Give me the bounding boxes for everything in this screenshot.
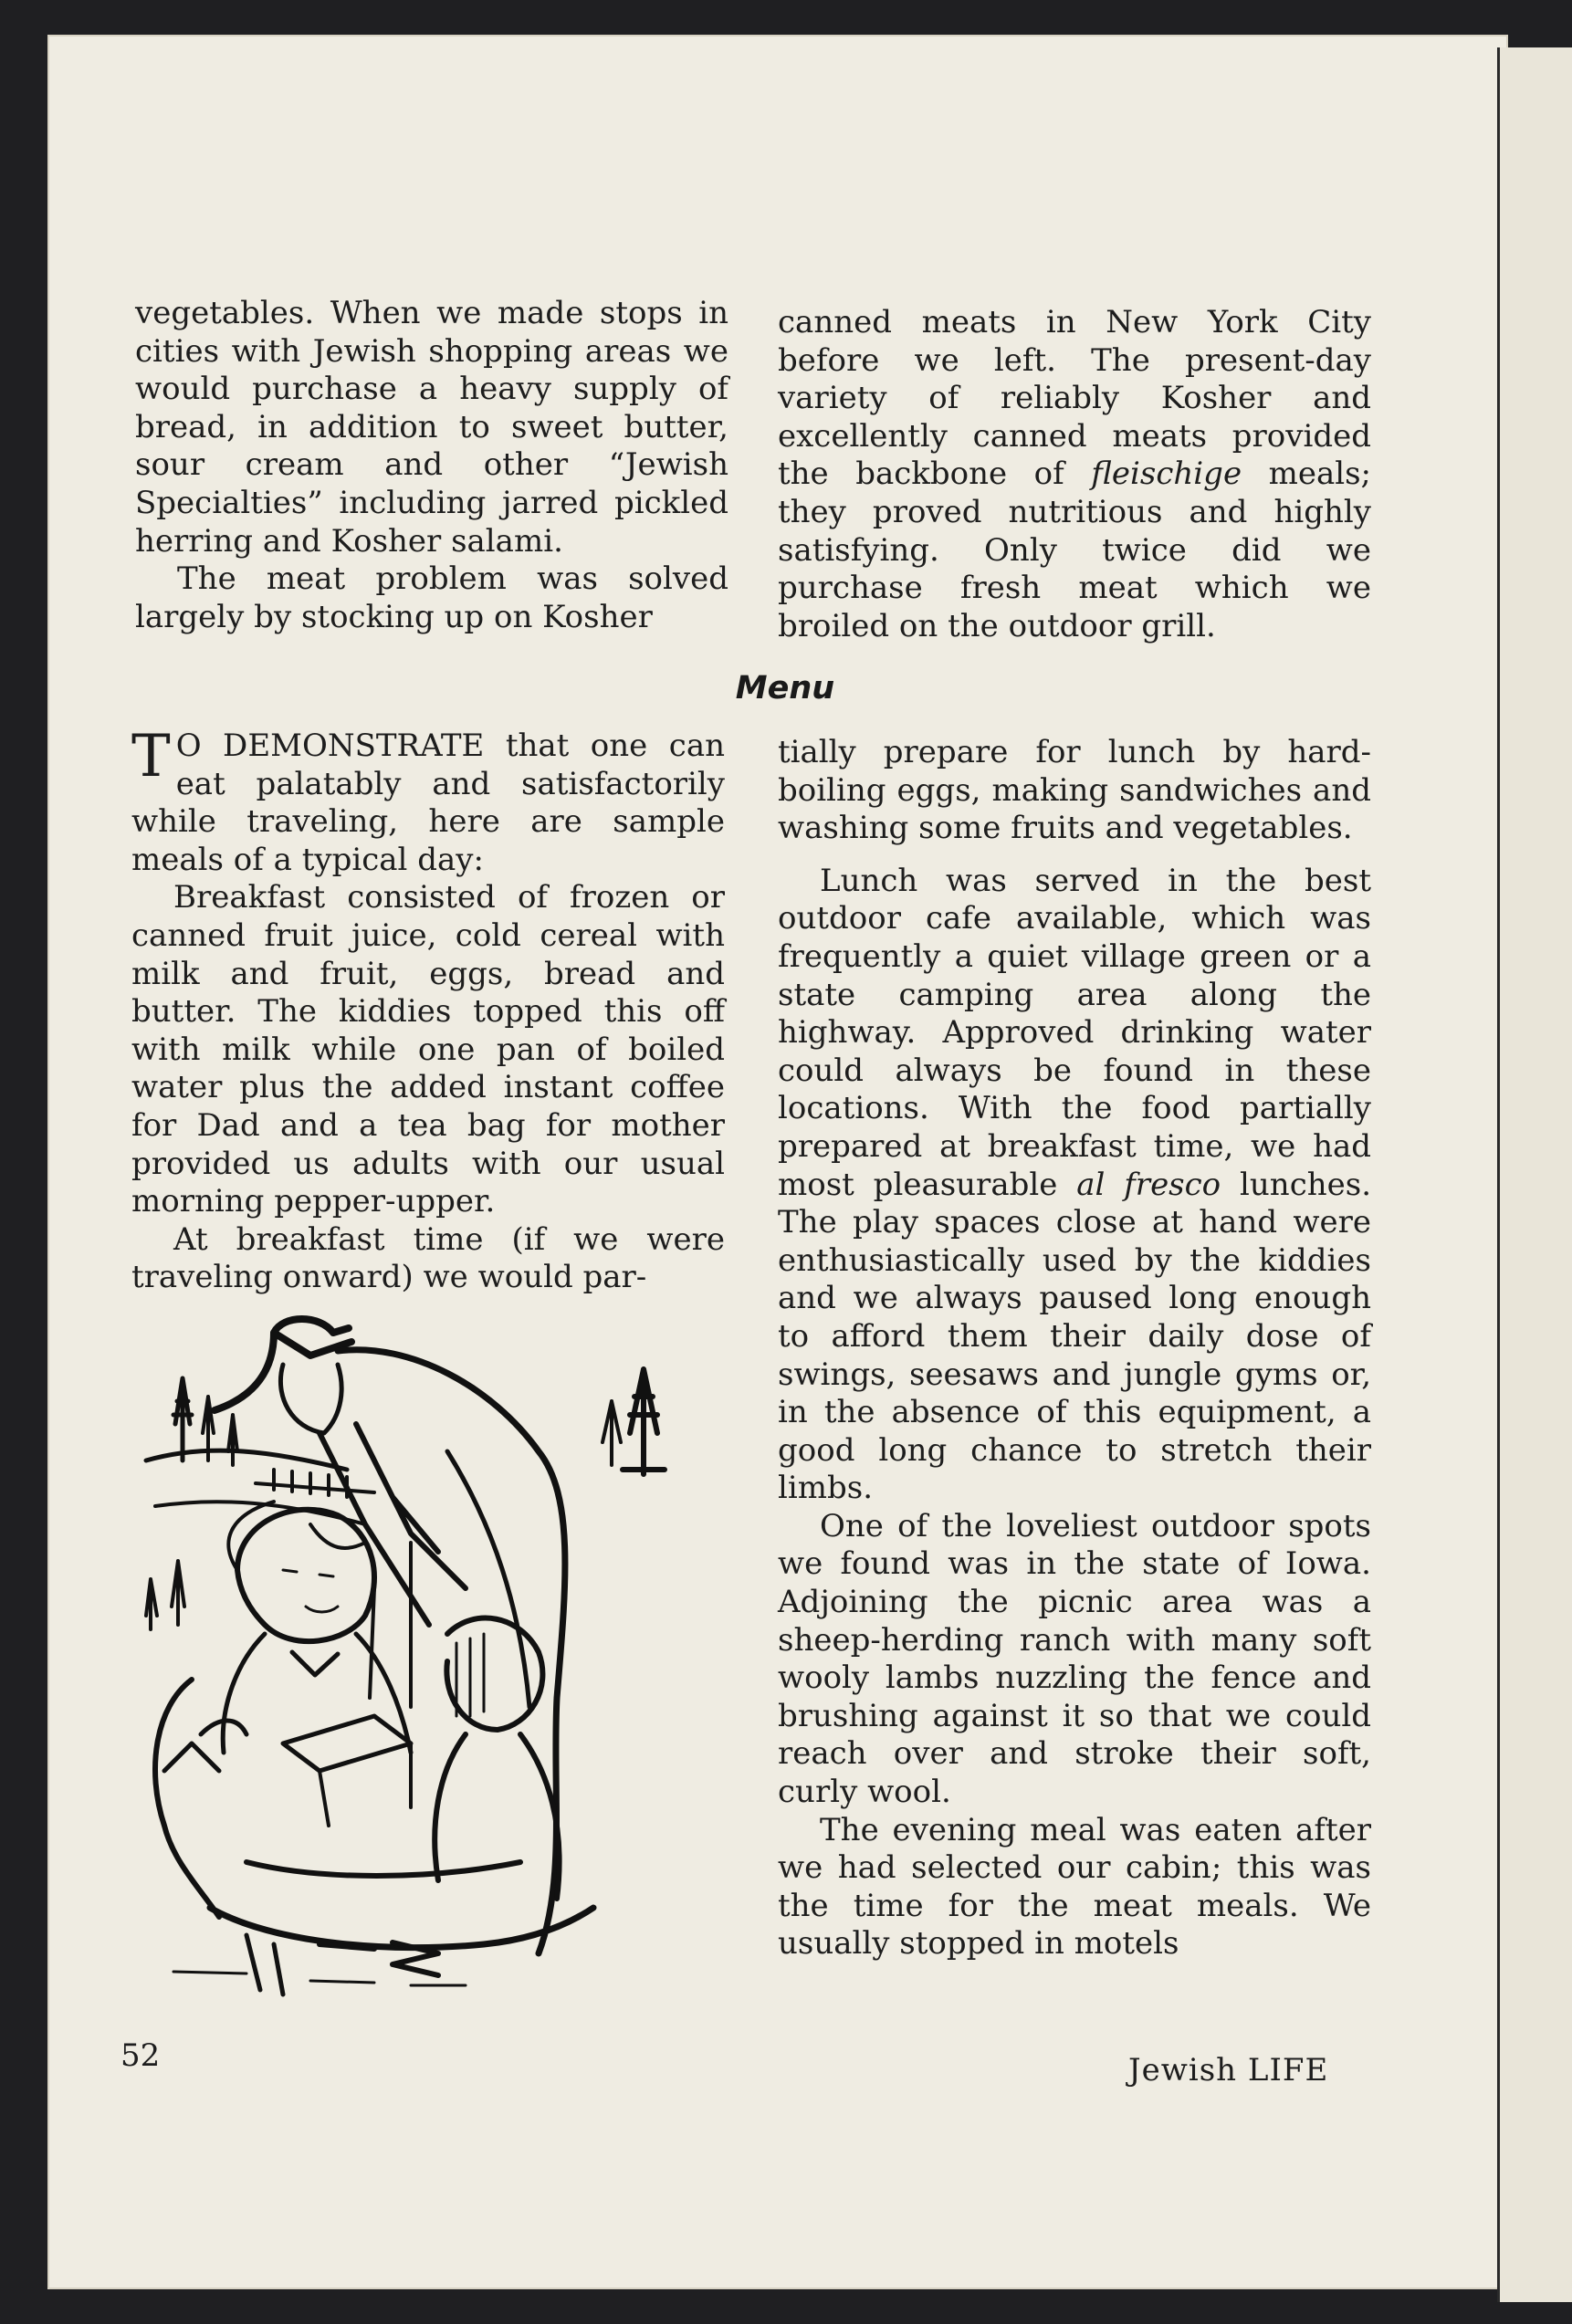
paragraph-prepare-lunch: tially prepare for lunch by hard-boiling eggs, making sandwiches and washing some fruits and vegetables. bbox=[778, 734, 1371, 847]
text-demonstrate: O DEMONSTRATE that one can eat palatably and satisfactorily while traveling, here are sample meals of a typical day: bbox=[131, 728, 725, 878]
paragraph-canned-meats bbox=[778, 304, 1371, 645]
column-right-top bbox=[778, 304, 1371, 645]
page-number: 52 bbox=[121, 2037, 161, 2074]
paragraph-evening-meal: The evening meal was eaten after we had selected our cabin; this was the time for the meat meals. We usually stopped in motels bbox=[778, 1811, 1371, 1963]
paragraph-iowa: One of the loveliest outdoor spots we found was in the state of Iowa. Adjoining the picnic area was a sheep-herding ranch with many soft wooly lambs nuzzling the fence and brushing against it so that we could reach over and stroke their soft, curly wool. bbox=[778, 1507, 1371, 1811]
paragraph-vegetables: vegetables. When we made stops in cities with Jewish shopping areas we would purchase a heavy supply of bread, in addition to sweet butter, sour cream and other “Jewish Specialties” including jarred pickled herring and Kosher salami. bbox=[135, 295, 728, 560]
drop-cap: T bbox=[131, 723, 171, 790]
column-right-mid bbox=[778, 734, 1371, 1963]
text-lunch-after: lunches. The play spaces close at hand were enthusiastically used by the kiddies and we always paused long enough to afford them their daily dose of swings, seesaws and jungle gyms or, in the absence of this equipment, a good long chance to stretch their limbs. bbox=[778, 1166, 1372, 1507]
picnic-family-illustration bbox=[137, 1314, 703, 2026]
text-lunch-before: Lunch was served in the best outdoor cafe available, which was frequently a quiet village green or a state camping area along the highway. Approved drinking water could always be found in these locations. With the food partially prepared at breakfast time, we had most pleasurable bbox=[778, 862, 1371, 1203]
paragraph-meat-problem: The meat problem was solved largely by stocking up on Kosher bbox=[135, 560, 728, 635]
text-canned-meats-before: canned meats in New York City before we left. The present-day variety of reliably Kosher and excellently canned meats provided the backbone of bbox=[778, 304, 1371, 493]
paragraph-lunch bbox=[778, 863, 1371, 1508]
paragraph-breakfast: Breakfast consisted of frozen or canned fruit juice, cold cereal with milk and fruit, eggs, bread and butter. The kiddies topped this off with milk while one pan of boiled water plus the added instant coffee for Dad and a tea bag for mother provided us adults with our usual morning pepper-upper. bbox=[131, 879, 725, 1220]
column-left-mid bbox=[131, 723, 725, 1297]
publication-name: Jewish LIFE bbox=[1128, 2052, 1329, 2088]
paragraph-demonstrate bbox=[131, 723, 725, 879]
text-fleischige: fleischige bbox=[1091, 455, 1242, 493]
next-page-edge bbox=[1497, 47, 1572, 2302]
text-al-fresco: al fresco bbox=[1076, 1166, 1221, 1203]
section-heading-menu: Menu bbox=[735, 670, 835, 707]
text-canned-meats-after: meals; they proved nutritious and highly satisfying. Only twice did we purchase fresh meat which we broiled on the outdoor grill. bbox=[778, 455, 1372, 644]
paragraph-breakfast-time: At breakfast time (if we were traveling onward) we would par- bbox=[131, 1220, 725, 1296]
column-left-top bbox=[135, 295, 728, 636]
